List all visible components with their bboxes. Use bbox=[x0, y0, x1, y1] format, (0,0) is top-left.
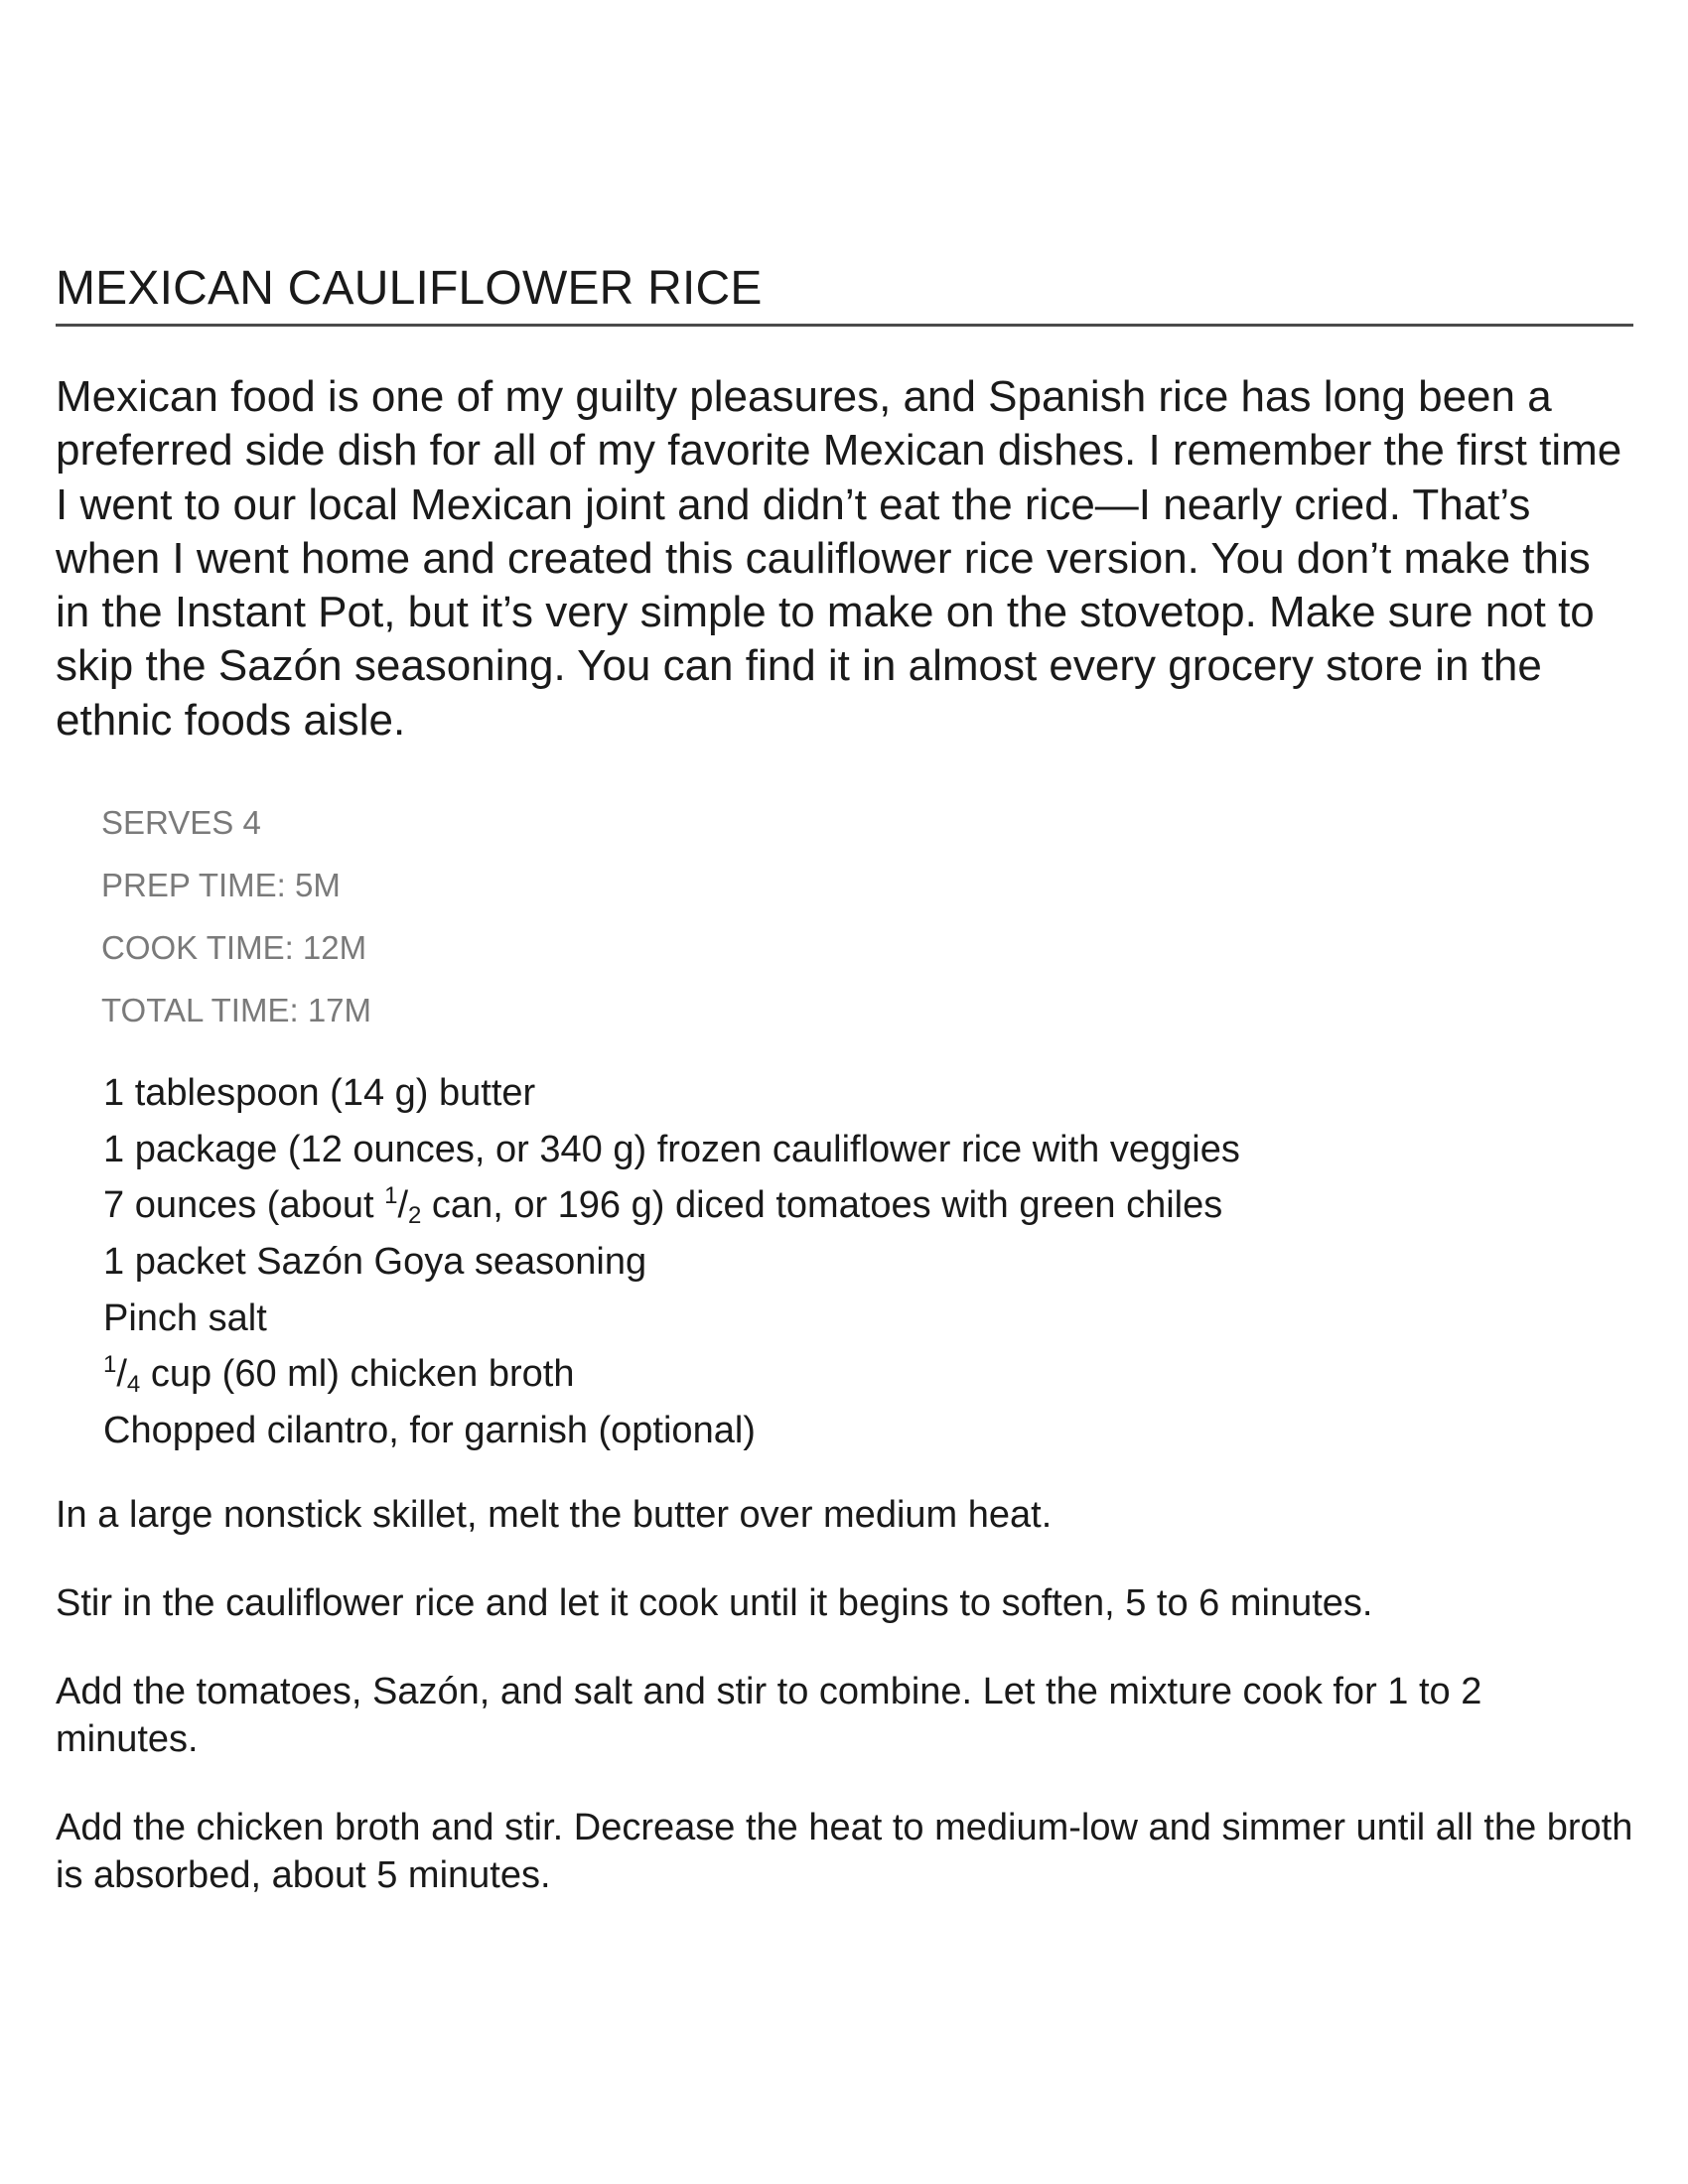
ingredient-item: Chopped cilantro, for garnish (optional) bbox=[103, 1410, 756, 1452]
instruction-step: Add the chicken broth and stir. Decrease the heat to medium-low and simmer until all the broth is absorbed, about 5 minutes. bbox=[56, 1806, 1633, 1896]
ingredient-item bbox=[103, 1346, 1633, 1403]
total-time-label: TOTAL TIME: 17M bbox=[101, 992, 372, 1029]
prep-time-label: PREP TIME: 5M bbox=[101, 867, 341, 904]
fraction: $^1/_2$ bbox=[384, 1182, 422, 1230]
recipe-intro: Mexican food is one of my guilty pleasures, and Spanish rice has long been a preferred side dish for all of my favorite Mexican dishes. I remember the first time I went to our local Mexican joint and didn’t eat the rice—I nearly cried. That’s when I went home and created this cauliflower rice version. You don’t make this in the Instant Pot, but it’s very simple to make on the stovetop. Make sure not to skip the Sazón seasoning. You can find it in almost every grocery store in the ethnic foods aisle. bbox=[56, 372, 1622, 745]
ingredient-item: 1 packet Sazón Goya seasoning bbox=[103, 1241, 647, 1284]
instruction-step: Add the tomatoes, Sazón, and salt and stir to combine. Let the mixture cook for 1 to 2 minutes. bbox=[56, 1670, 1482, 1760]
ingredient-text: 7 ounces (about bbox=[103, 1184, 385, 1227]
fraction-numerator: 1 bbox=[103, 1351, 117, 1379]
ingredient-text: can, or 196 g) diced tomatoes with green chiles bbox=[421, 1184, 1223, 1227]
ingredient-item: 1 package (12 ounces, or 340 g) frozen cauliflower rice with veggies bbox=[103, 1128, 1240, 1170]
ingredient-item: 1 tablespoon (14 g) butter bbox=[103, 1072, 536, 1115]
recipe-meta bbox=[101, 791, 1633, 1041]
ingredient-item bbox=[103, 1177, 1633, 1234]
instruction-step: Stir in the cauliflower rice and let it cook until it begins to soften, 5 to 6 minutes. bbox=[56, 1581, 1373, 1624]
fraction-denominator: 2 bbox=[408, 1202, 422, 1230]
ingredient-list bbox=[103, 1065, 1633, 1459]
fraction-numerator: 1 bbox=[384, 1182, 398, 1210]
cook-time-label: COOK TIME: 12M bbox=[101, 929, 367, 967]
ingredient-text: cup (60 ml) chicken broth bbox=[140, 1353, 575, 1396]
recipe-title: MEXICAN CAULIFLOWER RICE bbox=[56, 262, 763, 315]
instruction-step: In a large nonstick skillet, melt the butter over medium heat. bbox=[56, 1493, 1053, 1536]
serves-label: SERVES 4 bbox=[101, 804, 261, 842]
title-divider bbox=[56, 324, 1633, 327]
ingredient-item: Pinch salt bbox=[103, 1297, 267, 1339]
fraction-denominator: 4 bbox=[126, 1371, 141, 1399]
recipe-page bbox=[56, 260, 1633, 1940]
instruction-list bbox=[56, 1491, 1633, 1899]
fraction: $^1/_4$ bbox=[103, 1351, 141, 1399]
